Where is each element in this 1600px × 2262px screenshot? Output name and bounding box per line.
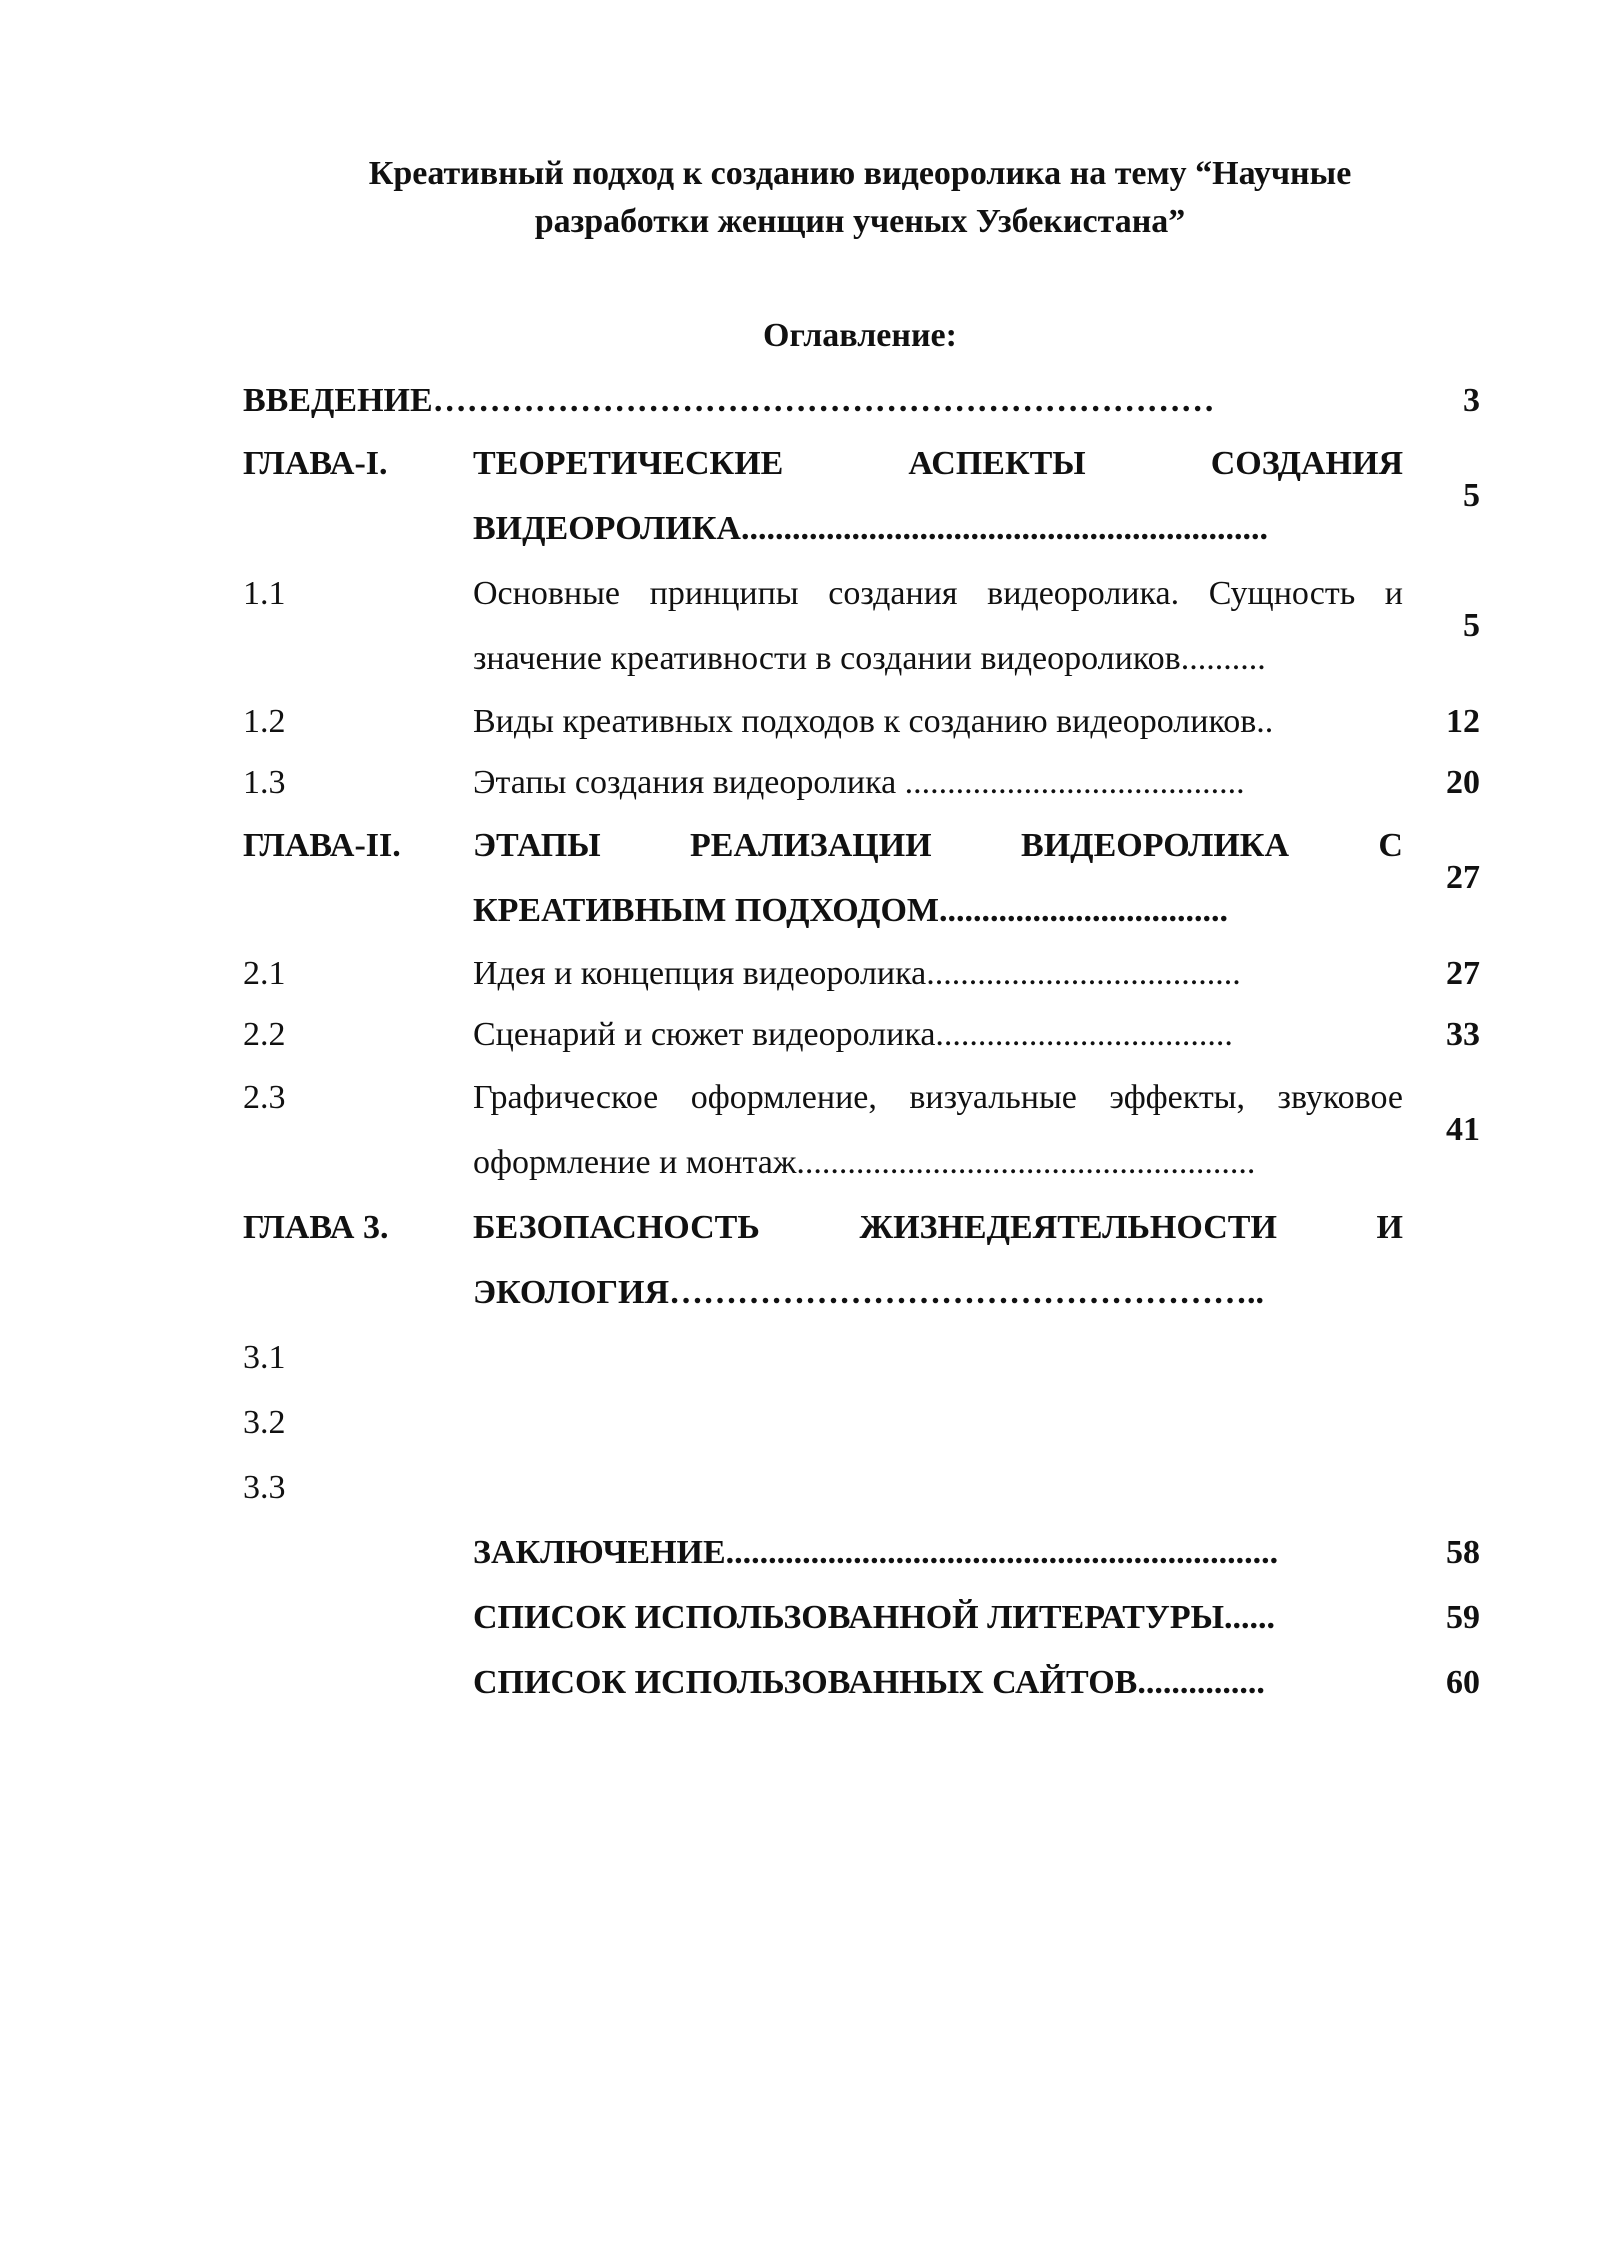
toc-entry-text: ЗАКЛЮЧЕНИЕ................................................................. — [473, 1534, 1279, 1571]
toc-entry-page: 20 — [1446, 764, 1480, 801]
document-title-line-1: Креативный подход к созданию видеоролика на тему “Научные — [368, 155, 1352, 192]
toc-entry-section-1-1 — [243, 561, 1480, 691]
toc-entry-page: 5 — [1463, 607, 1480, 644]
toc-entry-text: ЭТАПЫ РЕАЛИЗАЦИИ ВИДЕОРОЛИКА С КРЕАТИВНЫМ ПОДХОДОМ.................................. — [473, 827, 1403, 929]
toc-entry-page: 59 — [1446, 1598, 1480, 1636]
toc-entry-section-2-2 — [243, 1004, 1480, 1065]
toc-entry-page: 27 — [1446, 955, 1480, 992]
toc-entry-text: Графическое оформление, визуальные эффекты, звуковое оформление и монтаж...................................................... — [473, 1079, 1403, 1181]
toc-entry-number: 2.2 — [243, 1016, 286, 1053]
toc-entry-text: БЕЗОПАСНОСТЬ ЖИЗНЕДЕЯТЕЛЬНОСТИ И ЭКОЛОГИЯ…………………………………………….. — [473, 1209, 1403, 1311]
toc-entry-number: 1.1 — [243, 575, 286, 612]
toc-entry-number: 2.3 — [243, 1079, 286, 1116]
toc-entry-page: 5 — [1463, 477, 1480, 514]
toc-entry-page: 60 — [1446, 1663, 1480, 1701]
table-of-contents — [243, 370, 1480, 1715]
toc-entry-page: 58 — [1446, 1533, 1480, 1571]
toc-entry-number: ГЛАВА-I. — [243, 445, 388, 482]
toc-entry-text: СПИСОК ИСПОЛЬЗОВАННОЙ ЛИТЕРАТУРЫ...... — [473, 1599, 1275, 1636]
toc-entry-section-3-2 — [243, 1390, 1480, 1455]
toc-entry-page: 33 — [1446, 1016, 1480, 1053]
toc-entry-chapter-3 — [243, 1195, 1480, 1325]
toc-entry-section-1-2 — [243, 691, 1480, 752]
toc-entry-page: 3 — [1463, 382, 1480, 419]
toc-entry-number: 1.2 — [243, 703, 286, 740]
document-title — [240, 150, 1480, 246]
toc-heading: Оглавление: — [763, 317, 957, 354]
toc-entry-text: СПИСОК ИСПОЛЬЗОВАННЫХ САЙТОВ............... — [473, 1664, 1265, 1701]
toc-entry-section-3-3 — [243, 1455, 1480, 1520]
toc-entry-number: ГЛАВА 3. — [243, 1209, 389, 1246]
toc-entry-sites — [243, 1650, 1480, 1715]
toc-entry-section-2-1 — [243, 943, 1480, 1004]
toc-entry-text: Виды креативных подходов к созданию видеороликов.. — [473, 703, 1274, 740]
toc-entry-conclusion — [243, 1520, 1480, 1585]
toc-entry-number: 3.3 — [243, 1469, 286, 1506]
toc-entry-text: Основные принципы создания видеоролика. Сущность и значение креативности в создании видеороликов.......... — [473, 575, 1403, 677]
toc-entry-section-3-1 — [243, 1325, 1480, 1390]
toc-entry-section-1-3 — [243, 752, 1480, 813]
toc-entry-number: ГЛАВА-II. — [243, 827, 401, 864]
toc-entry-chapter-1 — [243, 431, 1480, 561]
toc-entry-number: 3.1 — [243, 1339, 286, 1376]
toc-entry-page: 27 — [1446, 859, 1480, 896]
toc-entry-page: 12 — [1446, 703, 1480, 740]
toc-entry-page: 41 — [1446, 1111, 1480, 1148]
toc-entry-text: Этапы создания видеоролика ........................................ — [473, 764, 1245, 801]
document-title-line-2: разработки женщин ученых Узбекистана” — [534, 203, 1186, 240]
toc-entry-literature — [243, 1585, 1480, 1650]
toc-entry-text: ВВЕДЕНИЕ…………………………………………………………… — [243, 382, 1215, 419]
toc-entry-number: 2.1 — [243, 955, 286, 992]
toc-entry-chapter-2 — [243, 813, 1480, 943]
toc-entry-text: Сценарий и сюжет видеоролика................................... — [473, 1016, 1233, 1053]
toc-entry-introduction — [243, 370, 1480, 431]
toc-entry-text: ТЕОРЕТИЧЕСКИЕ АСПЕКТЫ СОЗДАНИЯ ВИДЕОРОЛИКА.............................................................. — [473, 445, 1403, 547]
toc-entry-text: Идея и концепция видеоролика..................................... — [473, 955, 1241, 992]
toc-entry-section-2-3 — [243, 1065, 1480, 1195]
toc-entry-number: 3.2 — [243, 1404, 286, 1441]
toc-entry-number: 1.3 — [243, 764, 286, 801]
